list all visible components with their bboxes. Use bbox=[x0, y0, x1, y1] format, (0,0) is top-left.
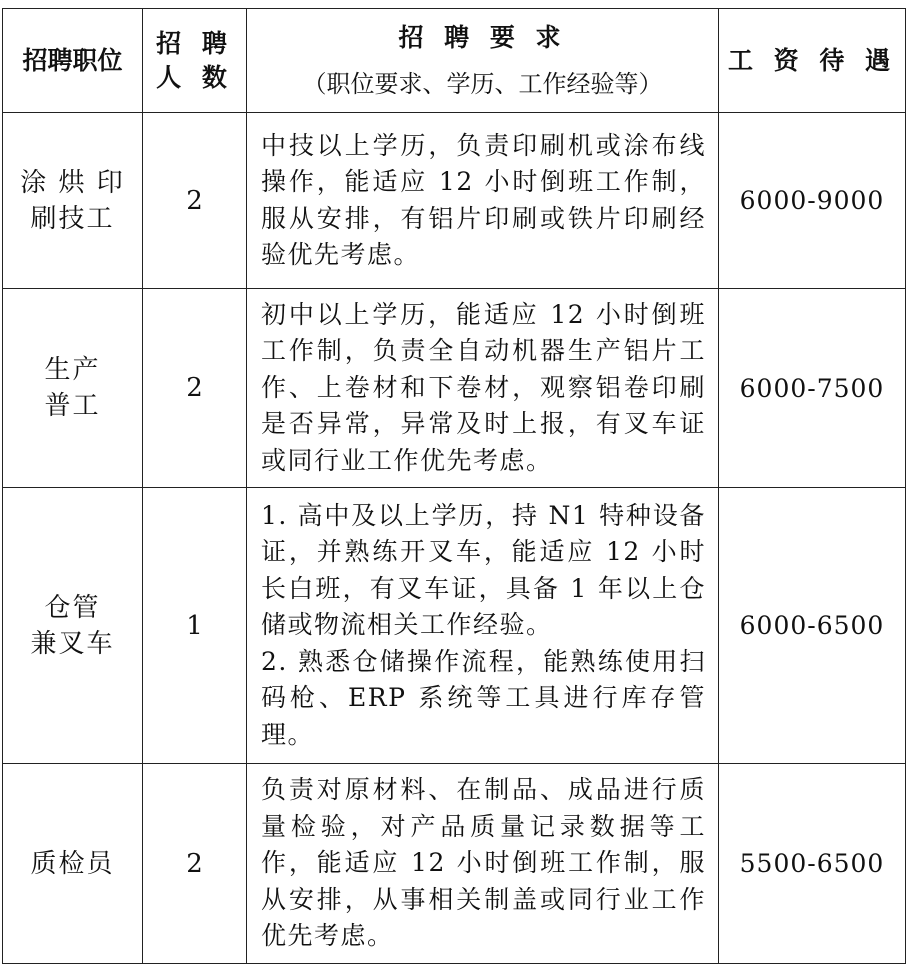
position-line: 兼叉车 bbox=[30, 628, 115, 659]
recruitment-table bbox=[2, 8, 906, 964]
position-line: 仓管 bbox=[44, 592, 101, 623]
requirement-paragraph: 中技以上学历，负责印刷机或涂布线操作，能适应 12 小时倒班工作制，服从安排，有铝片印刷或铁片印刷经验优先考虑。 bbox=[261, 130, 706, 269]
position-line: 普工 bbox=[44, 391, 101, 421]
header-requirements-line1: 招 聘 要 求 bbox=[398, 22, 567, 52]
table-row bbox=[3, 488, 906, 764]
position-line: 质检员 bbox=[30, 848, 115, 879]
table-row bbox=[3, 289, 906, 488]
salary-cell: 6000-6500 bbox=[719, 488, 906, 764]
requirements-cell bbox=[247, 113, 719, 289]
requirements-cell bbox=[247, 764, 719, 964]
position-cell bbox=[3, 113, 143, 289]
header-position: 招聘职位 bbox=[3, 9, 143, 113]
position-cell bbox=[3, 764, 143, 964]
table-header-row bbox=[3, 9, 906, 113]
requirements-cell bbox=[247, 289, 719, 488]
header-salary: 工 资 待 遇 bbox=[719, 9, 906, 113]
header-count bbox=[143, 9, 247, 113]
position-cell bbox=[3, 488, 143, 764]
requirement-paragraph: 1. 高中及以上学历，持 N1 特种设备证，并熟练开叉车，能适应 12 小时长白班，有叉车证，具备 1 年以上仓储或物流相关工作经验。 bbox=[261, 500, 706, 640]
salary-cell: 6000-7500 bbox=[719, 289, 906, 488]
position-line: 刷技工 bbox=[30, 203, 115, 234]
position-cell bbox=[3, 289, 143, 488]
count-cell: 2 bbox=[143, 764, 247, 964]
requirement-paragraph: 负责对原材料、在制品、成品进行质量检验，对产品质量记录数据等工作，能适应 12 小时倒班工作制，服从安排，从事相关制盖或同行业工作优先考虑。 bbox=[261, 775, 706, 951]
count-cell: 2 bbox=[143, 113, 247, 289]
count-cell: 1 bbox=[143, 488, 247, 764]
header-requirements bbox=[247, 9, 719, 113]
table-row bbox=[3, 764, 906, 964]
header-count-line2: 人 数 bbox=[156, 62, 233, 92]
requirements-cell bbox=[247, 488, 719, 764]
count-cell: 2 bbox=[143, 289, 247, 488]
salary-cell: 6000-9000 bbox=[719, 113, 906, 289]
position-line: 生产 bbox=[44, 355, 101, 385]
salary-cell: 5500-6500 bbox=[719, 764, 906, 964]
header-count-line1: 招 聘 bbox=[156, 28, 233, 58]
requirement-paragraph: 2. 熟悉仓储操作流程，能熟练使用扫码枪、ERP 系统等工具进行库存管理。 bbox=[261, 646, 706, 749]
table-row bbox=[3, 113, 906, 289]
header-requirements-line2: （职位要求、学历、工作经验等） bbox=[302, 69, 663, 98]
position-line: 涂 烘 印 bbox=[20, 167, 125, 198]
requirement-paragraph: 初中以上学历，能适应 12 小时倒班工作制，负责全自动机器生产铝片工作、上卷材和下卷材，观察铝卷印刷是否异常，异常及时上报，有叉车证或同行业工作优先考虑。 bbox=[261, 299, 706, 475]
